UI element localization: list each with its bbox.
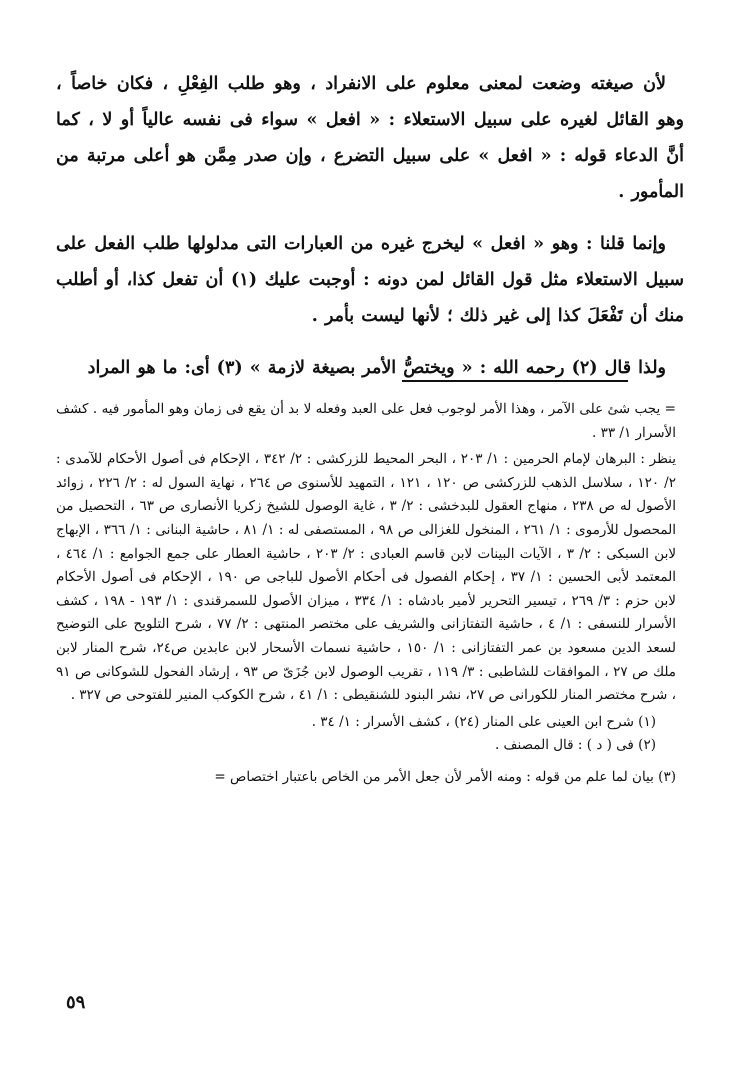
footnote-separator <box>402 380 628 382</box>
main-paragraph-2-text: وإنما قلنا : وهو « افعل » ليخرج غيره من العبارات التى مدلولها طلب الفعل على سبيل الاستعلاء مثل قول القائل لمن دونه : أوجبت عليك (١) أن تفعل كذا، أو أطلب منك أن تَفْعَلَ كذا إلى غير ذلك ؛ لأنها ليست بأمر . <box>56 234 685 326</box>
main-paragraph-1 <box>56 66 684 210</box>
footnote-continuation: = يجب شئ على الآمر ، وهذا الأمر لوجوب فعل على العبد وفعله لا بد أن يقع فى زمان وهو المأمور فيه . كشف الأسرار ١/ ٣٣ . <box>56 401 676 441</box>
main-paragraph-2 <box>56 226 684 334</box>
main-paragraph-3-text: ولذا قال (٢) رحمه الله : « ويختصُّ الأمر بصيغة لازمة » (٣) أى: ما هو المراد <box>87 358 666 378</box>
footnote-2: (٢) فى ( د ) : قال المصنف . <box>494 737 656 754</box>
footnote-1: (١) شرح ابن العينى على المنار (٢٤) ، كشف الأسرار : ١/ ٣٤ . <box>311 713 656 730</box>
main-paragraph-1-text: لأن صيغته وضعت لمعنى معلوم على الانفراد ، وهو طلب الفِعْلِ ، فكان خاصاً ، وهو القائل لغيره على سبيل الاستعلاء : « افعل » سواء فى نفسه عالياً أو لا ، كما أنَّ الدعاء قوله : « افعل » على سبيل التضرع ، وإن صدر مِمَّن هو أعلى مرتبة من المأمور . <box>56 74 684 202</box>
main-text <box>56 66 684 402</box>
footnote-references: ينظر : البرهان لإمام الحرمين : ١/ ٢٠٣ ، البحر المحيط للزركشى : ٢/ ٣٤٢ ، الإحكام فى أصول الأحكام للآمدى : ٢/ ١٢٠ ، سلاسل الذهب للزركشى ص ١٢٠ ، ١٢١ ، التمهيد للأسنوى ص ٢٦٤ ، نهاية السول له : ٢/ ٢٢٦ ، زوائد الأصول له ص ٢٣٨ ، منهاج العقول للبدخشى : ٢/ ٣ ، غاية الوصول للشيخ زكريا الأنصارى ص ٦٣ ، التحصيل من المحصول للأرموى : ١/ ٢٦١ ، المنخول للغزالى ص ٩٨ ، المستصفى له : ١/ ٨١ ، حاشية البنانى : ١/ ٣٦٦ ، الإبهاج لابن السبكى : ٢/ ٣ ، الآيات البينات لابن قاسم العبادى : ٢/ ٢٠٣ ، حاشية العطار على جمع الجوامع : ١/ ٤٦٤ ، المعتمد لأبى الحسين : ١/ ٣٧ ، إحكام الفصول فى أحكام الأصول للباجى ص ١٩٠ ، الإحكام فى أصول الأحكام لابن حزم : ٣/ ٢٦٩ ، تيسير التحرير لأمير بادشاه : ١/ ٣٣٤ ، ميزان الأصول للسمرقندى : ١/ ١٩٣ - ١٩٨ ، كشف الأسرار للنسفى : ١/ ٤ ، حاشية التفتازانى والشريف على مختصر المنتهى : ٢/ ٧٧ ، شرح التلويح على التوضيح لسعد الدين مسعود بن عمر التفتازانى : ١/ ١٥٠ ، حاشية نسمات الأسحار لابن عابدين ص٢٤، شرح المنار لابن ملك ص ٢٧ ، الموافقات للشاطبى : ٣/ ١١٩ ، تقريب الوصول لابن جُزَىّ ص ٩٣ ، إرشاد الفحول للشوكانى ص ٩١ ، شرح مختصر المنار للكورانى ص ٢٧، نشر البنود للشنقيطى : ١/ ٤١ ، شرح الكوكب المنير للفتوحى ص ٣٢٧ . <box>56 451 677 704</box>
page-number: ٥٩ <box>66 992 86 1013</box>
footnote-3: (٣) بيان لما علم من قوله : ومنه الأمر لأن جعل الأمر من الخاص باعتبار اختصاص = <box>214 768 676 785</box>
footnotes <box>56 398 676 793</box>
